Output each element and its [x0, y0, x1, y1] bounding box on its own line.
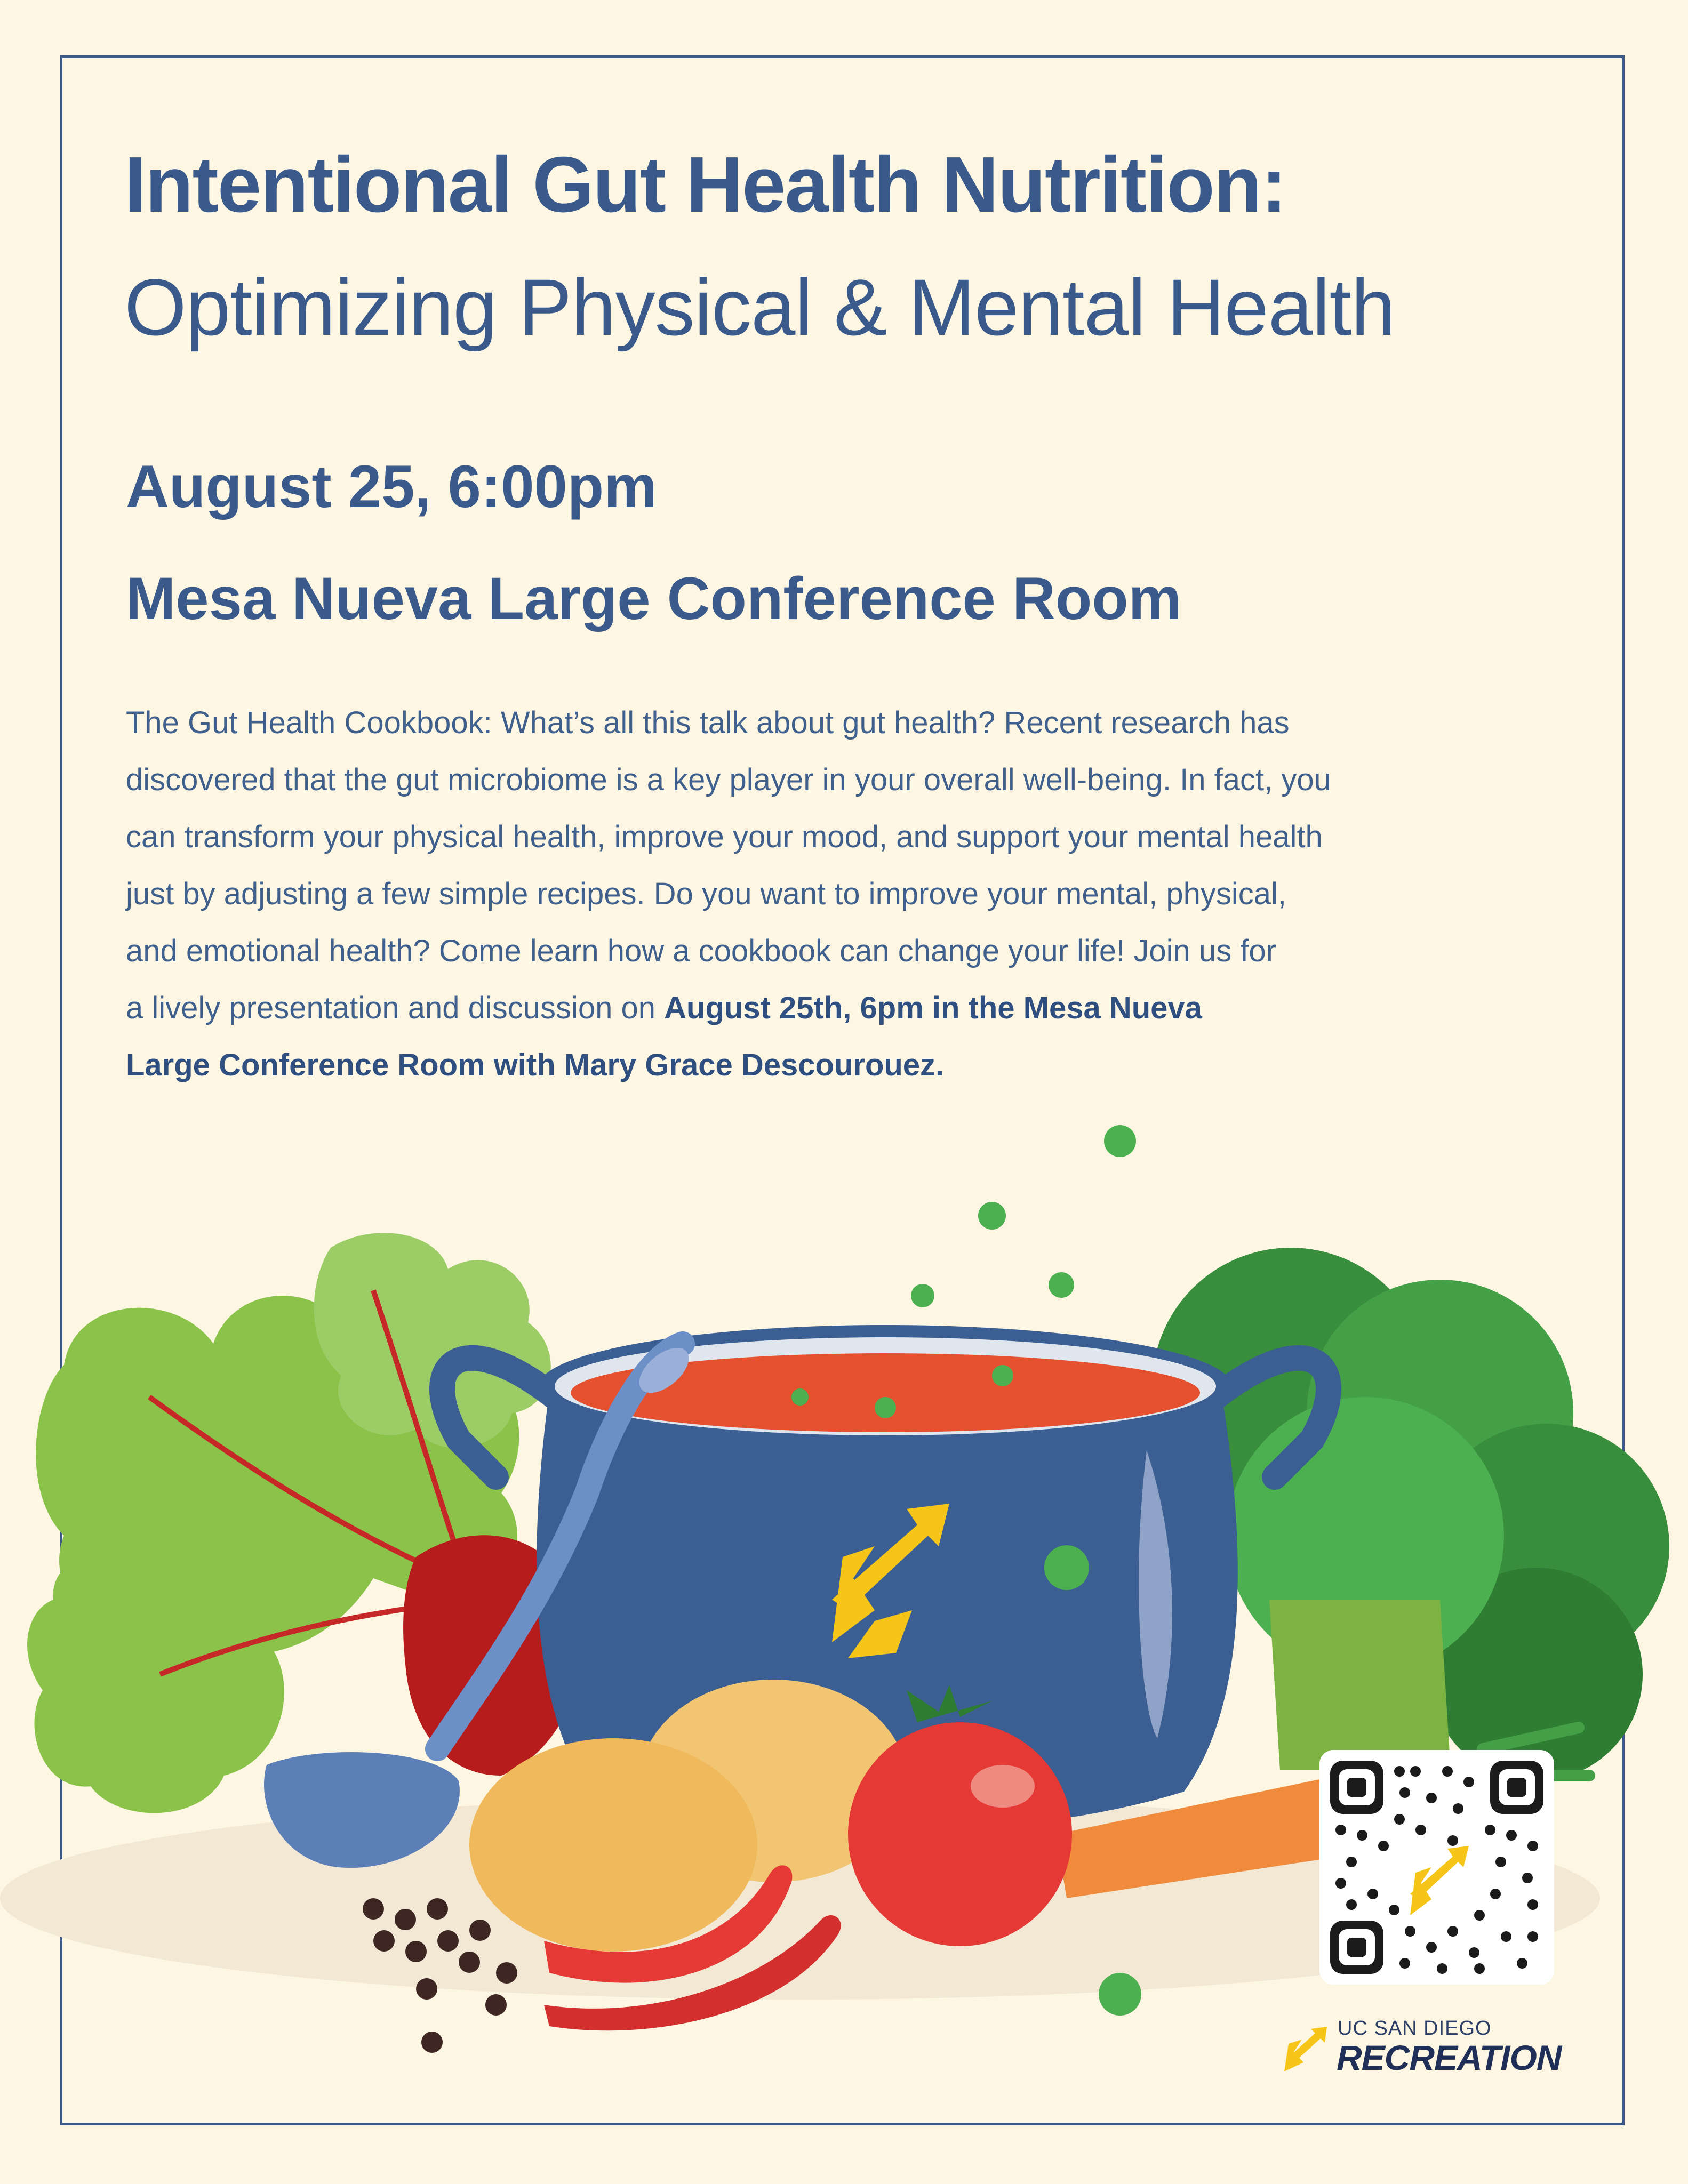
description-line: and emotional health? Come learn how a cookbook can change your life! Join us for [126, 934, 1276, 968]
event-highlight: August 25th, 6pm in the Mesa Nueva [664, 991, 1202, 1025]
trident-logo-icon [1278, 2022, 1331, 2076]
event-highlight-speaker: Large Conference Room with Mary Grace Descourouez. [126, 1048, 945, 1082]
event-date: August 25, 6:00pm [126, 453, 657, 520]
description-line: just by adjusting a few simple recipes. Do you want to improve your mental, physical, [126, 877, 1286, 911]
qr-code-pattern [1319, 1750, 1554, 1985]
description-line: discovered that the gut microbiome is a key player in your overall well-being. In fact, you [126, 762, 1331, 797]
description-text: a lively presentation and discussion on [126, 991, 665, 1025]
ucsd-recreation-logo [1278, 2013, 1577, 2082]
logo-line-2: RECREATION [1337, 2038, 1562, 2077]
title-line-1: Intentional Gut Health Nutrition: [124, 141, 1286, 229]
qr-trident-icon [1410, 1846, 1469, 1915]
event-venue: Mesa Nueva Large Conference Room [126, 565, 1182, 632]
logo-line-1: UC SAN DIEGO [1338, 2017, 1492, 2040]
potato [469, 1738, 757, 1952]
description-line: can transform your physical health, improve your mood, and support your mental health [126, 820, 1323, 854]
title-line-2: Optimizing Physical & Mental Health [124, 262, 1395, 352]
tomato [848, 1722, 1072, 1946]
description-line: The Gut Health Cookbook: What’s all this talk about gut health? Recent research has [126, 705, 1290, 740]
qr-code[interactable] [1319, 1750, 1554, 1985]
